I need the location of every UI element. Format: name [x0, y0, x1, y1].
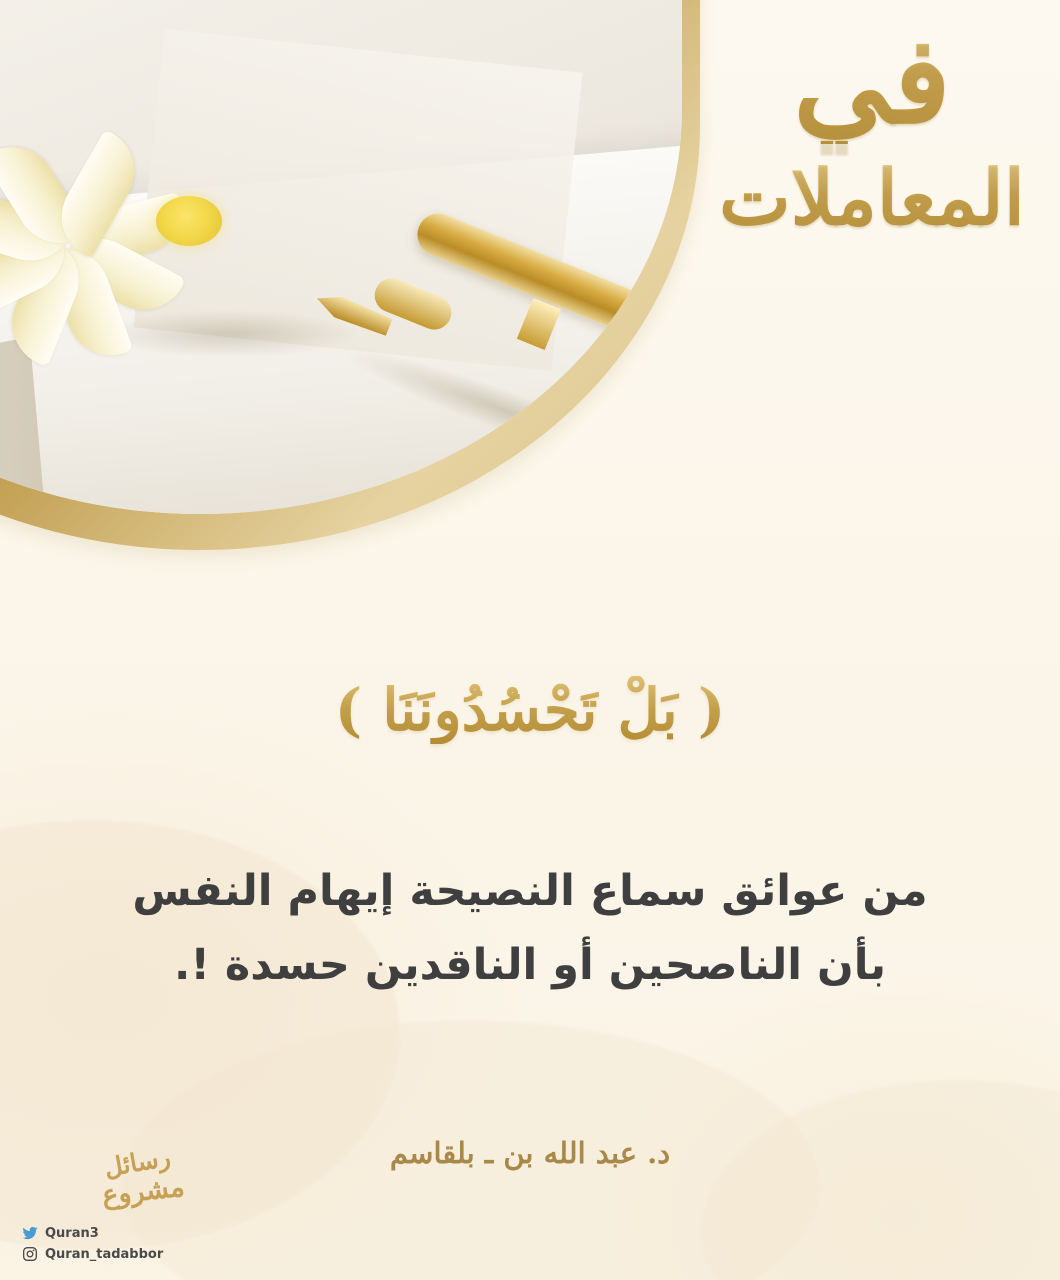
twitter-handle: Quran3: [45, 1225, 99, 1241]
body-text: [70, 855, 990, 1003]
author-name: د. عبد الله بن ـ بلقاسم: [389, 1136, 671, 1170]
poster-heading: [712, 10, 1032, 242]
instagram-handle-row[interactable]: [22, 1246, 212, 1262]
twitter-handle-row[interactable]: [22, 1225, 212, 1241]
body-line-1: من عوائق سماع النصيحة إيهام النفس: [132, 866, 928, 916]
brand-logo-line-1: رسائل: [101, 1142, 173, 1183]
verse-text: ( بَلْ تَحْسُدُونَنَا ): [0, 676, 1060, 744]
lotus-shadow: [98, 310, 358, 358]
body-line-2: بأن الناصحين أو الناقدين حسدة !.: [173, 939, 887, 990]
instagram-handle: Quran_tadabbor: [45, 1246, 164, 1262]
heading-line-2: المعاملات: [712, 158, 1032, 238]
header-photo-frame: [0, 0, 740, 540]
lotus-center: [156, 196, 222, 246]
brand-logo: [100, 1142, 212, 1220]
photo-image: [0, 0, 682, 514]
twitter-icon: [22, 1225, 38, 1241]
instagram-icon: [22, 1246, 38, 1262]
heading-line-1: في: [712, 18, 1032, 144]
brand-block: [22, 1142, 212, 1262]
brand-logo-line-2: مشروع: [100, 1171, 187, 1212]
